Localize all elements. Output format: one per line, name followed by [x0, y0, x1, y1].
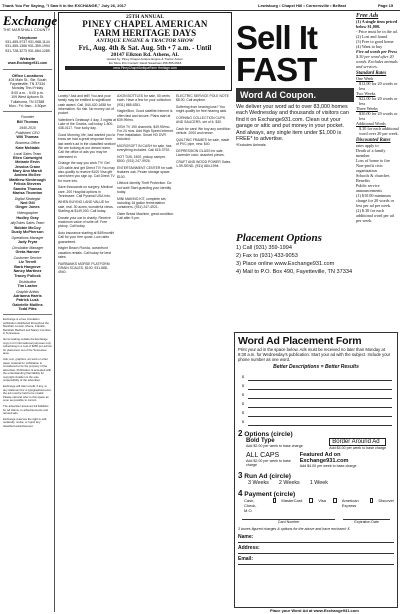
placement-title: Placement Options	[236, 232, 322, 244]
classified-item: Good Morning, life, bad wanted you to know we had a great response from last week's ad in the classified section! We are looking at our dream home. Call the office of ads you may be interested in.	[58, 133, 116, 159]
classified-item: Donate your car to charity. Receive maximum value of write off. Free pickup. Call today.	[58, 215, 111, 229]
discount-rate-item: Benefits	[356, 178, 370, 183]
classified-column-3-text	[176, 94, 232, 169]
standard-rate-item: $22.00 for 20 words or less	[359, 96, 398, 106]
office-line: Monday Thru Friday	[11, 86, 44, 91]
headline-sell-it: Sell It	[236, 19, 318, 56]
office-list	[3, 78, 52, 109]
header-right: Lewisburg • Chapel Hill • Cornersville • Belfast	[258, 3, 346, 8]
classified-item: Lifelock Identity Theft Protection. Do not wait! Start guarding your identity today.	[117, 181, 172, 194]
discount-rates-title: Discounted Rates	[356, 138, 391, 143]
discount-rate-item: Schools & churches	[356, 173, 390, 178]
form-instructions: Print your ad in the space below. Ads must be received no later than Monday at 9:30 a.m. for Wednesday's publication. Start your ad with the subject. Include your phone number as one word.	[238, 347, 391, 362]
placement-list	[236, 244, 354, 276]
ad-contact: For More Info Contact: David Steadman 256-565-0918	[108, 60, 182, 65]
free-ad-item: (4) Want to buy	[356, 44, 383, 49]
free-ads-box	[356, 14, 400, 223]
staff-name: Nancy Martinez	[13, 269, 42, 274]
intro-note: *Excludes Animals.	[236, 143, 267, 148]
standard-rate-item: Additional Words	[356, 121, 386, 126]
classified-item: Hagler/Bon, Good satellite Internet is often fast and secure. Plans start at $39.99/mo.	[117, 109, 173, 122]
discount-rate-item: Non-profit civic organization	[356, 163, 384, 173]
staff-role: Founder	[20, 115, 35, 120]
staff-name: Tracey Pollock	[14, 273, 41, 278]
discount-rate-item: Loss of home to fire	[356, 158, 390, 163]
footer-note: Place your Word Ad at www.Exchange931.com	[270, 608, 359, 613]
staff-name: Patrick Lusk	[16, 298, 39, 303]
address-field[interactable]: Address:	[238, 545, 394, 554]
header-left: Thank You For Saying, "I Saw it in the EXCHANGE," July 26, 2017	[2, 3, 127, 8]
classified-item: DEPRESSION GLASS for sale, Lavender color, assorted pieces.	[176, 148, 225, 158]
staff-name: Ned Gill	[20, 201, 35, 206]
ad-text-line-3[interactable]: $	[248, 390, 392, 399]
staff-name: Kate McNabb	[15, 145, 40, 150]
phone-line: 931-728-3273 931-684-1285	[5, 48, 50, 53]
farm-heritage-ad	[58, 12, 232, 91]
classified-item: CORNING COLLECTION CUPS AND SAUCERS, set of 6. $30.	[176, 115, 225, 125]
classified-item: Change the way you work TV! Get 120 cable and get Direct TV! You may also qualify to receive $100 Visa gift card when you sign up. Call Direct TV for more info.	[58, 161, 115, 183]
divider	[3, 111, 52, 112]
office-label: Office Locations	[11, 72, 44, 78]
staff-role: 1940-2010	[19, 125, 36, 130]
classified-column-2	[117, 94, 175, 607]
staff-name: Liz Terrell	[18, 260, 37, 265]
exchange-logo: Exchange	[3, 13, 58, 28]
classified-item: Auto insurance starting at $49/month! Call for your free quote. Low rates guaranteed.	[58, 231, 115, 244]
staff-name: Will Thomas	[16, 135, 39, 140]
staff-name: Mary Ann Marsh	[12, 168, 43, 173]
staff-name: Hudley Gray	[16, 215, 39, 220]
office-line: Tullahoma, TN 37388	[10, 99, 45, 104]
expiration-field[interactable]: Expiration Date	[343, 519, 390, 524]
classified-column-1	[58, 94, 116, 607]
ad-text-line-6[interactable]: $	[248, 417, 392, 426]
standard-rate-item: Three Weeks	[356, 106, 378, 111]
ad-text-line-1[interactable]: $	[248, 372, 392, 381]
placement-options	[236, 232, 354, 276]
telephone-label: Telephone	[17, 35, 38, 40]
classified-item: HOT TUB, 1500, pickup camper, $500. (931) 247-9926.	[117, 155, 166, 164]
classified-item: Cash for cars! We buy any condition vehicle. 2000 and newer.	[176, 126, 231, 136]
office-line: Fayetteville, TN 37334	[10, 82, 45, 87]
staff-name: Greta Hanner	[15, 250, 40, 255]
run-ad-heading: 3 Run Ad (circle)	[238, 471, 291, 480]
discount-rate-item: Public service announcements	[356, 183, 383, 193]
discount-rate-item: rates apply to	[356, 143, 379, 148]
free-ad-item: (2) Lost and found	[356, 34, 388, 39]
staff-name: Ellen Cartwright	[12, 155, 43, 160]
free-ads-rule: Five ad words per Press	[356, 49, 398, 54]
page-number: Page 15	[378, 3, 394, 8]
classified-item: Suffering from hearing loss? You might qualify for free hearing aids.	[176, 104, 228, 114]
form-title: Word Ad Placement Form	[238, 335, 362, 347]
classified-item: FAIRBANKS MORSE PLATFORM GRAIN SCALES, $100. 931-688-4940.	[58, 261, 110, 275]
discount-rate-item: Death of a family member	[356, 148, 386, 158]
all-caps-option[interactable]: ALL CAPS	[246, 452, 280, 459]
intro-text	[236, 104, 354, 149]
policy-paragraph: Exchange will claim credit, if any, to any statement for a typographical error, the ad must be held to be invalid. Please call and refer to this space as soon as possible to correct.	[3, 384, 52, 403]
run-options	[238, 480, 394, 486]
run-2-weeks[interactable]: 2 Weeks	[278, 480, 300, 486]
discount-rate-item: (1) $10.00 minimum charge for 20 words or less per ad per week.	[356, 193, 395, 208]
standard-rate-item: $30.00 for 20 words or less	[359, 111, 398, 121]
pay-amex[interactable]: American Express	[341, 498, 359, 508]
masthead-sidebar	[0, 12, 58, 612]
placement-option[interactable]: 3) Place online www.Exchange931.com	[236, 261, 335, 267]
form-tagline: Better Descriptions = Better Results	[273, 364, 359, 370]
policy-paragraph: The advertiser assumes full liabilities for ad claims, to advertisements and refused ads.	[3, 404, 49, 416]
classified-item: Save thousands on surgery. Medical care. 200 Hospital options in Tennessee. Call Pyramid USA Info.	[58, 185, 113, 198]
checkbox[interactable]	[309, 498, 313, 503]
intro-paragraph: We deliver your word ad to over 83,000 homes each Wednesday and thousands of visitors can find it on Exchange931.com. Clean out your garage or attic and put money in your pocket. And always, any single item under $1,000 is FREE* to advertise.	[236, 104, 349, 143]
divider	[3, 314, 52, 315]
phone-line: 931-455-1366 931-359-1994	[5, 44, 50, 49]
ad-text-line-4[interactable]: $	[248, 399, 392, 408]
placement-option[interactable]: 1) Call (931) 359-1994	[236, 245, 292, 251]
standard-rate-item: $12.00 for 20 words or less	[359, 81, 398, 91]
office-line: 109 West Uptown St.	[11, 95, 44, 100]
checkbox[interactable]	[370, 498, 374, 503]
policy-paragraph: Items reading outside the Exchange copy is for informational purposes only. Advertising is a cost of $250 per ad line for placement out of the Tennessee area.	[3, 337, 52, 356]
website-link[interactable]: www.Exchange931.com	[7, 61, 48, 66]
staff-name: Barb Hargrove	[14, 264, 41, 269]
staff-name: Tim Lasher	[17, 283, 38, 288]
word-ad-placement-form	[234, 332, 398, 608]
staff-role: Circulation Manager	[11, 246, 44, 251]
staff-name: Ginger Jones	[15, 205, 40, 210]
name-field[interactable]: Name:	[238, 534, 394, 543]
classified-item: Oster Bread Machine, great condition. Call after 5 pm.	[117, 211, 175, 221]
phone-line: 931-455-9737 931-968-1144	[5, 40, 50, 44]
ad-anniversary: 25TH ANNUAL	[125, 14, 165, 20]
ad-text-line-2[interactable]: $	[248, 381, 392, 390]
staff-name: Felicia Stevens	[13, 182, 42, 187]
card-row	[238, 519, 394, 524]
pay-mastercard[interactable]: MasterCard	[281, 498, 303, 503]
free-ad-item: (3) Free to good home	[356, 39, 394, 44]
staff-role: Local Sales Team	[13, 151, 42, 156]
classified-item: DISH TV 190 channels, $49.99/mo. For 24 mos. Add High Speed Internet. Free Installation. Smart HD DVR included.	[117, 124, 174, 142]
standard-rate-item: One Week	[356, 76, 374, 81]
divider	[3, 69, 52, 70]
payment-options	[238, 498, 394, 513]
run-3-weeks[interactable]: 3 Weeks	[248, 480, 269, 486]
logo-subtitle: THE MARSHALL COUNTY	[3, 28, 51, 32]
office-line: Mon - Fri: 9am - 4:30pm	[8, 104, 47, 109]
classified-item: AXON BOTTLES for sale, 50 cents each. Have a few for your collection. (931) 868-6351.	[117, 94, 172, 107]
discount-rate-item: (2) $.30 for each additional word per ad per week.	[356, 208, 394, 223]
staff-name: Andrea McGee	[14, 173, 41, 178]
ad-title-1: PINEY CHAPEL AMERICAN	[82, 19, 208, 29]
staff-role: Customer Service	[13, 256, 42, 261]
standard-rate-item: Two Weeks	[356, 91, 376, 96]
policy-paragraph: Exchange is a free circulation publication distributed throughout the Marshall, Lincoln, Moore, Franklin, Marshall, Bedford and Maury Counties in Tennessee.	[3, 317, 51, 336]
options-row-2: ALL CAPS Add $2.00 per week to base charge Featured Ad on Exchange931.com Add $4.00 per week to base charge	[238, 452, 394, 468]
classified-item: Hagler Beach Florida, oceanfront vacation rentals. Call today for best rates.	[58, 246, 111, 259]
staff-name: Gabrielle Mullins	[12, 302, 43, 307]
classified-item: QUILTING FRAMES for sale, made of PVC pipe, new. $40.	[176, 137, 230, 147]
staff-name: Adrianna Harris	[13, 293, 42, 298]
staff-name: Bobbie McCoy	[14, 225, 41, 230]
staff-role: Distribution	[18, 279, 37, 284]
ad-host: Hosted by: Piney Chapel Antique Engine & Tractor Assoc.	[106, 57, 184, 61]
classified-item: WHEN BUYING LAND VALUE for sale, real. 30 acres, wonderful views. Starting at $149,000. Call today.	[58, 200, 114, 214]
standard-rates-list	[356, 76, 400, 136]
options-heading: 2 Options (circle)	[238, 429, 293, 438]
staff-name: Sandra Thomas	[13, 186, 42, 191]
staff-name: Melanie Ervin	[15, 160, 40, 165]
staff-role: Operations Manager	[11, 236, 44, 240]
pay-cash[interactable]: Cash, Check, M.O.	[244, 498, 257, 513]
border-option[interactable]: Border Around Ad	[329, 438, 386, 446]
staff-name: Judy Fryar	[17, 240, 38, 245]
ad-website[interactable]: www.PineyChapelAntiqueFarm Heritage.com	[65, 66, 225, 70]
ad-address: 20147 Elkton Rd. Athens, AL	[110, 52, 180, 58]
staff-role: Graphic Artists	[16, 289, 39, 294]
free-ads-items	[356, 19, 400, 49]
ad-title-2: FARM HERITAGE DAYS	[93, 28, 197, 38]
staff-name: Matthew Kimbrough	[9, 177, 46, 182]
classified-item: ELECTRIC SERVICE POLE NOTE $8.00. Call anytime.	[176, 94, 229, 103]
staff-role: allyTokes Sales Team	[10, 221, 45, 226]
ad-subtitle: ANTIQUE ENGINE & TRACTOR SHOW	[96, 38, 194, 44]
classified-item: ENTERTAINMENT CENTER for sale, features oak. Pecan storage space. $100.	[117, 166, 174, 179]
enclosed-total: 3 boxes figured charges & options for the above and have enclosed: $	[238, 527, 350, 531]
staff-name: Marisa Thornton	[12, 190, 43, 195]
checkbox[interactable]	[273, 498, 277, 503]
placement-option[interactable]: 4) Mail to P.O. Box 490, Fayetteville, TN 37334	[236, 269, 353, 275]
pay-discover[interactable]: Discover	[378, 498, 394, 503]
classified-item: Lonely? Ask and tell!! You and your family may be entitled to significant cash award. Call, 844-420-1658 for information. No risk. No money out of pocket.	[58, 94, 114, 116]
classified-item: CRAFT AND WOOD POWER Sales, 1-59-SEND. (931) 684-1994.	[176, 159, 232, 169]
discount-rates-list	[356, 143, 400, 223]
staff-name: Dusty McPherson	[11, 230, 44, 235]
classified-column-3	[176, 94, 232, 607]
pay-visa[interactable]: Visa	[318, 498, 326, 503]
placement-option[interactable]: 2) Fax to (931) 433-9053	[236, 253, 298, 259]
card-number-field[interactable]: Card Number	[242, 519, 335, 524]
staff-name: Jessica Crane	[14, 164, 41, 169]
free-ads-extra: $.30 per word after 20 words. Excludes animals and services.	[356, 54, 398, 69]
policy-text	[3, 318, 52, 428]
staff-role: Publisher/ CEO	[15, 131, 40, 136]
staff-list	[3, 115, 52, 311]
standard-rates-title: Standard Rates	[356, 71, 387, 76]
office-line: 404 Main St., Ste. South	[8, 77, 47, 82]
staff-name: Bill Thomas	[16, 119, 39, 124]
coupon-bar: Word Ad Coupon.	[236, 88, 354, 102]
page-header	[0, 0, 400, 11]
run-1-week[interactable]: 1 Week	[309, 480, 328, 486]
email-field[interactable]: Email:	[238, 556, 394, 565]
classified-item: MICROSOFT IN CASH for sale, has everything included. Call 615-3792.	[117, 144, 172, 153]
staff-role: Business Office	[15, 141, 40, 146]
classified-item: MINI MAKING KIT, complete set, including 16 gallon fermentation containers. (931) 247-4921.	[117, 196, 167, 210]
staff-role: Videographer	[17, 211, 38, 216]
classified-item: Valentine's Getaway! 4 day, 3 nights at Lake of the Ozarks, call today 1-800-438-0117. Your lucky day.	[58, 117, 117, 131]
options-row-1: Bold Type Add $2.00 per week to base charge Border Around Ad Add $4.00 per week to base charge	[246, 438, 386, 450]
ad-dates: Fri., Aug. 4th & Sat. Aug. 5th • 7 a.m. - Until	[78, 44, 212, 52]
website-label: Website	[19, 56, 36, 62]
staff-name: Todd Pitts	[18, 307, 37, 312]
bold-type-option[interactable]: Bold Type	[246, 438, 275, 444]
free-ad-item: (1) A single item priced below $1,000.	[356, 19, 398, 29]
payment-heading: 4 Payment (circle)	[238, 489, 296, 498]
free-ads-title: Free Ads	[356, 13, 379, 19]
checkbox[interactable]	[333, 498, 337, 503]
free-ad-item: - Price must be in the ad.	[356, 29, 398, 34]
headline-fast: FAST	[236, 51, 317, 88]
staff-role: Digital Strategist	[14, 196, 41, 201]
policy-paragraph: Exchange reserves the right to edit, reclassify, revise, or reject any classified advertisement.	[3, 416, 47, 428]
featured-option[interactable]: Featured Ad on Exchange931.com	[299, 452, 349, 464]
ad-text-line-5[interactable]: $	[248, 408, 392, 417]
office-line: 8:00 a.m. - 5:00 p.m.	[11, 90, 44, 95]
standard-rate-item: $.30 for each additional word over 20 per week.	[359, 126, 399, 136]
policy-paragraph: Ads, text, graphics, art work or other paper material for publication is considered to be the property of the advertiser. Publication is accepted with the understanding that liability for copyright violation is the sole responsibility of the advertiser.	[3, 357, 52, 383]
